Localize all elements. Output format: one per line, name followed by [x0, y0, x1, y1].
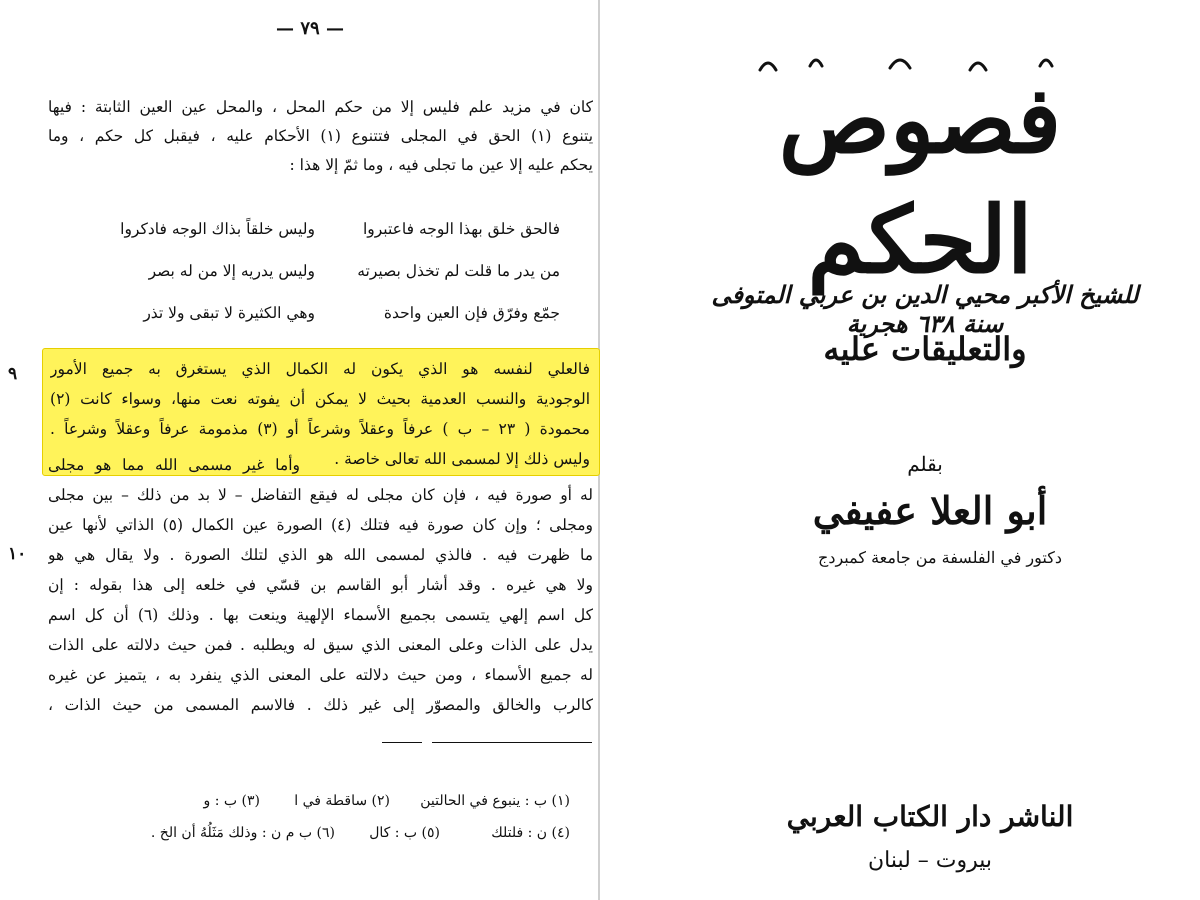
verse-3-left: وهي الكثيرة لا تبقى ولا تذر [143, 304, 315, 322]
footnote-rule-long [432, 742, 592, 743]
page-number: — ٧٩ — [276, 18, 344, 39]
body-line-6: يدل على الذات وعلى المعنى الذي سيق له ويطلبه . فمن حيث دلالته على الذات [48, 636, 593, 654]
by-pen-label: بقلم [907, 452, 943, 476]
editor-name: أبو العلا عفيفي [812, 488, 1048, 533]
verse-1-left: وليس خلقاً بذاك الوجه فادكروا [120, 220, 315, 238]
right-page [600, 0, 1200, 900]
footnote-rule-short [382, 742, 422, 743]
verse-1-right: فالحق خلق بهذا الوجه فاعتبروا [362, 220, 560, 238]
line-4-continuation: وأما غير مسمى الله مما هو مجلى [48, 456, 300, 474]
highlight-line-2: الوجودية والنسب العدمية بحيث لا يمكن أن يفوته نعت منها، وسواء كانت (٢) [50, 390, 590, 408]
body-line-2: ومجلى ؛ وإن كان صورة فيه فتلك (٤) الصورة عين الكمال (٥) الذاتي لأنها عين [48, 516, 593, 534]
intro-line-3: يحكم عليه إلا عين ما تجلى فيه ، وما ثمّ إلا هذا : [289, 156, 593, 174]
body-line-1: له أو صورة فيه ، فإن كان مجلى له فيقع التفاضل – لا بد من ذلك – بين مجلى [48, 486, 593, 504]
margin-number-10: ١٠ [8, 544, 27, 564]
highlight-line-3: محمودة ( ٢٣ – ب ) عرفاً وعقلاً وشرعاً أو (٣) مذمومة عرفاً وعقلاً وشرعاً . [50, 420, 590, 438]
intro-line-1: كان في مزيد علم فليس إلا من حكم المحل ، والمحل عين العين الثابتة : فيها [48, 98, 593, 116]
footnote-1: (١) ب : ينبوع في الحالتين [420, 793, 570, 809]
highlight-line-1: فالعلي لنفسه هو الذي يكون له الكمال الذي يستغرق به جميع الأمور [50, 360, 590, 378]
footnote-6: (٦) ب م ن : وذلك مَثَلُهُ أن الخ . [150, 825, 335, 841]
body-line-3: ما ظهرت فيه . فالذي لمسمى الله هو الذي لتلك الصورة . ولا يقال هي هو [48, 546, 593, 564]
footnote-5: (٥) ب : كال [369, 825, 440, 841]
editor-title: دكتور في الفلسفة من جامعة كمبردج [818, 548, 1062, 567]
body-line-4: ولا هي غيره . وقد أشار أبو القاسم بن قسّي في خلعه إلى هذا بقوله : إن [48, 576, 593, 594]
body-line-7: له جميع الأسماء ، ومن حيث دلالته على المعنى الذي ينفرد به ، يتميز عن غيره [48, 666, 593, 684]
body-line-5: كل اسم إلهي يتسمى بجميع الأسماء الإلهية وينعت بها . وذلك (٦) أن كل اسم [48, 606, 593, 624]
intro-line-2: يتنوع (١) الحق في المجلى فتتنوع (١) الأحكام عليه ، فيقبل كل حكم ، وما [48, 127, 593, 145]
author-line: للشيخ الأكبر محيي الدين بن عربي المتوفى سنة ٦٣٨ هجرية [711, 280, 1139, 338]
commentary-line: والتعليقات عليه [823, 330, 1027, 368]
verse-2-left: وليس يدريه إلا من له بصر [148, 262, 315, 280]
book-title: فصوص الحكم [778, 66, 1062, 294]
footnote-2: (٢) ساقطة في ا [294, 793, 390, 809]
publisher-line: الناشر دار الكتاب العربي [786, 800, 1074, 833]
footnote-3: (٣) ب : و [203, 793, 260, 809]
margin-number-9: ٩ [8, 364, 18, 384]
footnote-4: (٤) ن : فلتلك [491, 825, 570, 841]
body-line-8: كالرب والخالق والمصوّر إلى غير ذلك . فالاسم المسمى من حيث الذات ، [48, 696, 593, 714]
highlight-line-4: وليس ذلك إلا لمسمى الله تعالى خاصة . [334, 450, 590, 468]
verse-2-right: من يدر ما قلت لم تخذل بصيرته [357, 262, 560, 280]
publisher-city: بيروت – لبنان [867, 848, 993, 873]
verse-3-right: جمّع وفرّق فإن العين واحدة [383, 304, 560, 322]
